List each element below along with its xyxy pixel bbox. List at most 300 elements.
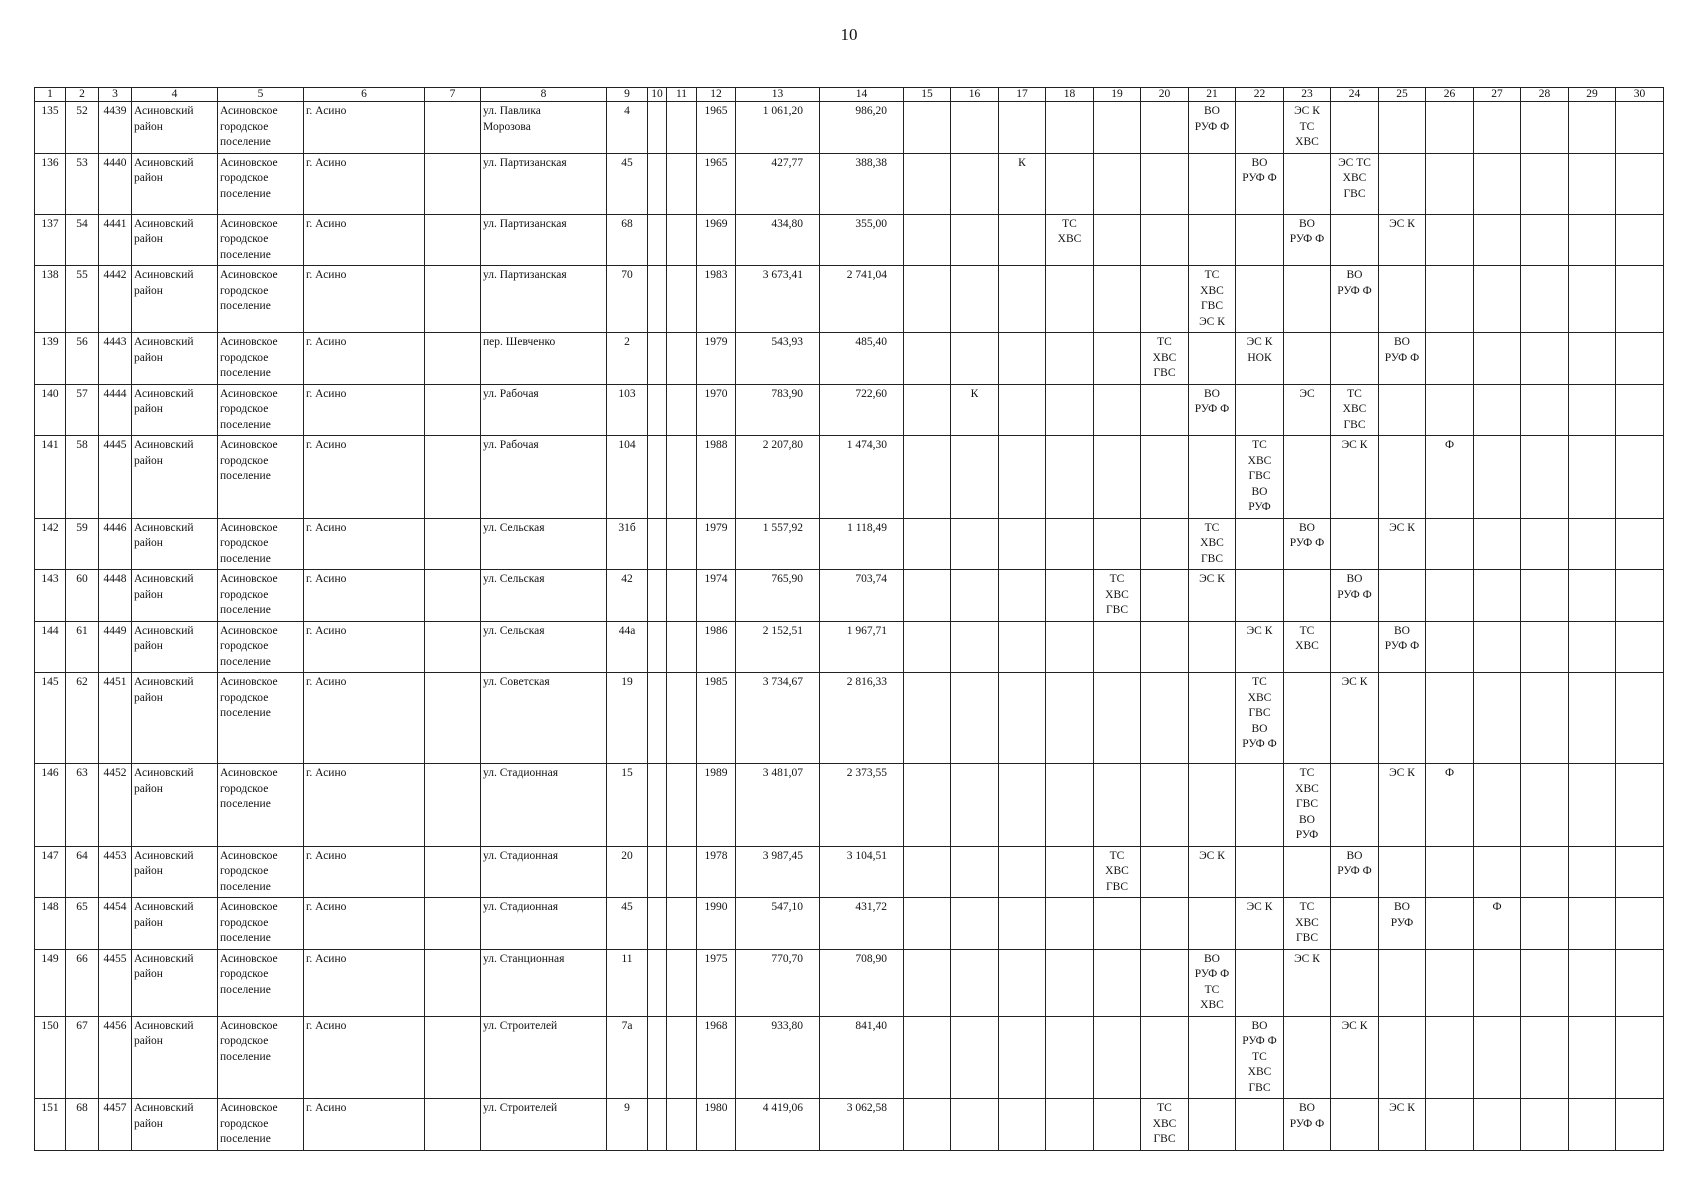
cell-text: ТС ХВС ГВС ВО РУФ Ф bbox=[1242, 676, 1277, 750]
table-cell-col-9 bbox=[607, 102, 648, 154]
table-cell-col-3 bbox=[99, 214, 132, 266]
cell-text: г. Асино bbox=[306, 1019, 347, 1032]
table-row bbox=[35, 673, 1664, 764]
table-cell-col-2 bbox=[66, 673, 99, 764]
cell-text: 52 bbox=[76, 105, 88, 117]
table-cell-col-25 bbox=[1379, 1099, 1426, 1151]
table-cell-col-18 bbox=[1046, 1016, 1094, 1099]
table-cell-col-28 bbox=[1521, 384, 1569, 436]
column-number-4: 4 bbox=[132, 88, 218, 102]
table-cell-col-6 bbox=[304, 1099, 425, 1151]
table-cell-col-17 bbox=[999, 570, 1046, 622]
column-number-18: 18 bbox=[1046, 88, 1094, 102]
table-cell-col-7 bbox=[425, 898, 481, 950]
table-cell-col-15 bbox=[904, 1016, 951, 1099]
table-cell-col-11 bbox=[667, 898, 697, 950]
table-cell-col-13 bbox=[736, 518, 820, 570]
table-cell-col-5 bbox=[218, 570, 304, 622]
table-cell-col-15 bbox=[904, 846, 951, 898]
table-cell-col-18 bbox=[1046, 898, 1094, 950]
table-cell-col-11 bbox=[667, 673, 697, 764]
table-cell-col-13 bbox=[736, 1099, 820, 1151]
table-cell-col-27 bbox=[1474, 621, 1521, 673]
table-cell-col-14 bbox=[820, 898, 904, 950]
table-cell-col-28 bbox=[1521, 153, 1569, 214]
cell-text: Асиновское городское поселение bbox=[220, 849, 278, 893]
table-cell-col-9 bbox=[607, 570, 648, 622]
cell-text: 2 373,55 bbox=[846, 767, 887, 779]
table-cell-col-8 bbox=[481, 102, 607, 154]
cell-text: 4452 bbox=[103, 767, 127, 779]
table-cell-col-8 bbox=[481, 949, 607, 1016]
table-cell-col-21 bbox=[1189, 621, 1236, 673]
table-cell-col-16 bbox=[951, 333, 999, 385]
table-cell-col-26 bbox=[1426, 570, 1474, 622]
cell-text: 4454 bbox=[103, 901, 127, 913]
table-cell-col-4 bbox=[132, 1099, 218, 1151]
cell-text: Асиновское городское поселение bbox=[220, 1019, 278, 1063]
table-cell-col-2 bbox=[66, 266, 99, 333]
table-cell-col-19 bbox=[1094, 898, 1141, 950]
table-cell-col-16 bbox=[951, 621, 999, 673]
cell-text: Асиновский район bbox=[134, 1019, 194, 1047]
cell-text: Асиновское городское поселение bbox=[220, 624, 278, 668]
table-cell-col-1 bbox=[35, 1099, 66, 1151]
table-cell-col-2 bbox=[66, 436, 99, 519]
table-cell-col-25 bbox=[1379, 153, 1426, 214]
cell-text: 68 bbox=[621, 217, 633, 230]
table-cell-col-13 bbox=[736, 436, 820, 519]
table-cell-col-8 bbox=[481, 436, 607, 519]
cell-text: г. Асино bbox=[306, 521, 347, 534]
table-cell-col-28 bbox=[1521, 949, 1569, 1016]
table-cell-col-10 bbox=[648, 570, 667, 622]
table-cell-col-30 bbox=[1616, 846, 1664, 898]
table-cell-col-5 bbox=[218, 764, 304, 847]
cell-text: ВО РУФ Ф bbox=[1384, 336, 1420, 364]
table-cell-col-17 bbox=[999, 153, 1046, 214]
table-cell-col-1 bbox=[35, 333, 66, 385]
table-cell-col-16 bbox=[951, 214, 999, 266]
cell-text: Асиновский район bbox=[134, 217, 194, 245]
cell-text: 2 207,80 bbox=[762, 439, 803, 451]
cell-text: ул. Строителей bbox=[483, 1019, 558, 1032]
table-cell-col-17 bbox=[999, 898, 1046, 950]
table-cell-col-18 bbox=[1046, 949, 1094, 1016]
cell-text: Ф bbox=[1444, 439, 1455, 451]
table-cell-col-23 bbox=[1284, 518, 1331, 570]
cell-text: 1969 bbox=[704, 217, 728, 230]
cell-text: г. Асино bbox=[306, 105, 347, 117]
table-cell-col-23 bbox=[1284, 764, 1331, 847]
table-cell-col-21 bbox=[1189, 898, 1236, 950]
table-cell-col-15 bbox=[904, 673, 951, 764]
table-cell-col-29 bbox=[1569, 333, 1616, 385]
table-cell-col-3 bbox=[99, 518, 132, 570]
table-cell-col-17 bbox=[999, 518, 1046, 570]
table-cell-col-25 bbox=[1379, 1016, 1426, 1099]
table-cell-col-29 bbox=[1569, 764, 1616, 847]
table-cell-col-30 bbox=[1616, 102, 1664, 154]
cell-text: Асиновский район bbox=[134, 105, 194, 133]
cell-text: ЭС К НОК bbox=[1246, 336, 1273, 364]
table-cell-col-12 bbox=[697, 846, 736, 898]
table-cell-col-16 bbox=[951, 764, 999, 847]
cell-text: 1 557,92 bbox=[762, 521, 803, 534]
table-cell-col-18 bbox=[1046, 764, 1094, 847]
table-cell-col-1 bbox=[35, 518, 66, 570]
table-cell-col-16 bbox=[951, 1016, 999, 1099]
table-cell-col-29 bbox=[1569, 518, 1616, 570]
table-cell-col-16 bbox=[951, 102, 999, 154]
table-cell-col-15 bbox=[904, 621, 951, 673]
cell-text: ВО РУФ Ф bbox=[1289, 1102, 1325, 1130]
table-cell-col-25 bbox=[1379, 266, 1426, 333]
table-cell-col-27 bbox=[1474, 846, 1521, 898]
table-cell-col-22 bbox=[1236, 949, 1284, 1016]
table-cell-col-15 bbox=[904, 102, 951, 154]
table-cell-col-20 bbox=[1141, 333, 1189, 385]
cell-text: Асиновское городское поселение bbox=[220, 105, 278, 148]
table-cell-col-23 bbox=[1284, 673, 1331, 764]
table-cell-col-6 bbox=[304, 333, 425, 385]
table-cell-col-5 bbox=[218, 102, 304, 154]
cell-text: 3 673,41 bbox=[762, 269, 803, 281]
table-cell-col-7 bbox=[425, 333, 481, 385]
table-cell-col-14 bbox=[820, 436, 904, 519]
column-number-14: 14 bbox=[820, 88, 904, 102]
cell-text: Асиновский район bbox=[134, 901, 194, 929]
table-cell-col-2 bbox=[66, 949, 99, 1016]
table-cell-col-19 bbox=[1094, 384, 1141, 436]
table-cell-col-30 bbox=[1616, 898, 1664, 950]
table-cell-col-24 bbox=[1331, 214, 1379, 266]
table-cell-col-25 bbox=[1379, 846, 1426, 898]
table-cell-col-11 bbox=[667, 384, 697, 436]
table-cell-col-19 bbox=[1094, 518, 1141, 570]
table-cell-col-28 bbox=[1521, 673, 1569, 764]
table-cell-col-2 bbox=[66, 898, 99, 950]
cell-text: 31б bbox=[618, 521, 636, 534]
cell-text: ВО РУФ Ф bbox=[1384, 624, 1420, 652]
cell-text: 59 bbox=[76, 521, 88, 534]
table-cell-col-28 bbox=[1521, 621, 1569, 673]
table-cell-col-12 bbox=[697, 898, 736, 950]
cell-text: К bbox=[970, 387, 979, 400]
table-cell-col-18 bbox=[1046, 621, 1094, 673]
cell-text: Асиновское городское поселение bbox=[220, 387, 278, 431]
table-cell-col-8 bbox=[481, 673, 607, 764]
table-cell-col-4 bbox=[132, 153, 218, 214]
table-cell-col-7 bbox=[425, 214, 481, 266]
table-cell-col-10 bbox=[648, 764, 667, 847]
cell-text: 61 bbox=[76, 624, 88, 637]
table-cell-col-3 bbox=[99, 949, 132, 1016]
table-cell-col-7 bbox=[425, 764, 481, 847]
table-cell-col-13 bbox=[736, 949, 820, 1016]
table-cell-col-4 bbox=[132, 846, 218, 898]
table-cell-col-10 bbox=[648, 673, 667, 764]
table-cell-col-13 bbox=[736, 384, 820, 436]
table-cell-col-24 bbox=[1331, 949, 1379, 1016]
cell-text: г. Асино bbox=[306, 217, 347, 230]
cell-text: 56 bbox=[76, 336, 88, 348]
cell-text: 7а bbox=[621, 1019, 633, 1032]
cell-text: ул. Стадионная bbox=[483, 849, 558, 862]
table-cell-col-5 bbox=[218, 846, 304, 898]
column-number-2: 2 bbox=[66, 88, 99, 102]
cell-text: ЭС К bbox=[1341, 676, 1368, 688]
table-cell-col-14 bbox=[820, 518, 904, 570]
table-row bbox=[35, 570, 1664, 622]
table-cell-col-27 bbox=[1474, 1099, 1521, 1151]
table-cell-col-20 bbox=[1141, 384, 1189, 436]
table-row bbox=[35, 1099, 1664, 1151]
cell-text: 1 967,71 bbox=[846, 624, 887, 637]
table-cell-col-26 bbox=[1426, 949, 1474, 1016]
table-cell-col-24 bbox=[1331, 570, 1379, 622]
table-cell-col-27 bbox=[1474, 266, 1521, 333]
table-cell-col-2 bbox=[66, 518, 99, 570]
cell-text: 4440 bbox=[103, 156, 127, 169]
table-cell-col-3 bbox=[99, 898, 132, 950]
table-cell-col-21 bbox=[1189, 949, 1236, 1016]
cell-text: 1979 bbox=[704, 336, 728, 348]
cell-text: 783,90 bbox=[771, 387, 803, 400]
table-cell-col-27 bbox=[1474, 153, 1521, 214]
table-cell-col-11 bbox=[667, 846, 697, 898]
cell-text: 1965 bbox=[704, 156, 728, 169]
table-cell-col-15 bbox=[904, 384, 951, 436]
table-cell-col-1 bbox=[35, 764, 66, 847]
cell-text: 1 118,49 bbox=[847, 521, 887, 534]
table-cell-col-24 bbox=[1331, 673, 1379, 764]
table-cell-col-5 bbox=[218, 898, 304, 950]
table-cell-col-26 bbox=[1426, 1016, 1474, 1099]
table-cell-col-27 bbox=[1474, 1016, 1521, 1099]
cell-text: 149 bbox=[41, 952, 59, 965]
cell-text: 2 bbox=[624, 336, 630, 348]
table-cell-col-11 bbox=[667, 518, 697, 570]
cell-text: 45 bbox=[621, 156, 633, 169]
table-cell-col-15 bbox=[904, 214, 951, 266]
table-cell-col-26 bbox=[1426, 214, 1474, 266]
cell-text: ул. Станционная bbox=[483, 952, 565, 965]
table-cell-col-21 bbox=[1189, 384, 1236, 436]
table-cell-col-24 bbox=[1331, 153, 1379, 214]
table-cell-col-17 bbox=[999, 764, 1046, 847]
table-cell-col-27 bbox=[1474, 384, 1521, 436]
cell-text: ул. Сельская bbox=[483, 624, 545, 637]
table-cell-col-17 bbox=[999, 621, 1046, 673]
table-cell-col-23 bbox=[1284, 898, 1331, 950]
table-cell-col-9 bbox=[607, 673, 648, 764]
cell-text: 986,20 bbox=[855, 105, 887, 117]
cell-text: ЭС К bbox=[1294, 952, 1320, 965]
table-cell-col-27 bbox=[1474, 436, 1521, 519]
table-cell-col-26 bbox=[1426, 1099, 1474, 1151]
table-cell-col-5 bbox=[218, 621, 304, 673]
cell-text: Асиновское городское поселение bbox=[220, 521, 278, 565]
table-cell-col-11 bbox=[667, 764, 697, 847]
table-cell-col-20 bbox=[1141, 846, 1189, 898]
column-number-28: 28 bbox=[1521, 88, 1569, 102]
cell-text: г. Асино bbox=[306, 336, 347, 348]
table-cell-col-21 bbox=[1189, 846, 1236, 898]
table-cell-col-25 bbox=[1379, 436, 1426, 519]
table-cell-col-12 bbox=[697, 153, 736, 214]
table-cell-col-8 bbox=[481, 570, 607, 622]
table-cell-col-11 bbox=[667, 266, 697, 333]
table-cell-col-12 bbox=[697, 570, 736, 622]
cell-text: 3 734,67 bbox=[762, 676, 803, 688]
table-cell-col-7 bbox=[425, 518, 481, 570]
table-cell-col-30 bbox=[1616, 153, 1664, 214]
table-cell-col-8 bbox=[481, 621, 607, 673]
cell-text: Асиновское городское поселение bbox=[220, 439, 278, 482]
table-cell-col-5 bbox=[218, 436, 304, 519]
cell-text: Асиновский район bbox=[134, 269, 194, 297]
cell-text: ВО РУФ Ф bbox=[1337, 269, 1372, 297]
cell-text: 1979 bbox=[704, 521, 728, 534]
table-cell-col-14 bbox=[820, 266, 904, 333]
table-cell-col-14 bbox=[820, 1099, 904, 1151]
table-cell-col-3 bbox=[99, 333, 132, 385]
table-cell-col-30 bbox=[1616, 214, 1664, 266]
table-cell-col-9 bbox=[607, 949, 648, 1016]
table-cell-col-4 bbox=[132, 570, 218, 622]
cell-text: 2 152,51 bbox=[762, 624, 803, 637]
table-cell-col-29 bbox=[1569, 214, 1616, 266]
cell-text: ТС ХВС ГВС bbox=[1105, 849, 1129, 893]
table-cell-col-20 bbox=[1141, 436, 1189, 519]
table-cell-col-21 bbox=[1189, 673, 1236, 764]
column-number-1: 1 bbox=[35, 88, 66, 102]
table-cell-col-22 bbox=[1236, 846, 1284, 898]
table-cell-col-26 bbox=[1426, 153, 1474, 214]
table-cell-col-13 bbox=[736, 570, 820, 622]
table-cell-col-13 bbox=[736, 333, 820, 385]
table-cell-col-23 bbox=[1284, 570, 1331, 622]
cell-text: 103 bbox=[618, 387, 636, 400]
cell-text: ТС ХВС ГВС bbox=[1105, 573, 1129, 616]
table-cell-col-3 bbox=[99, 384, 132, 436]
cell-text: 42 bbox=[621, 573, 633, 585]
table-cell-col-5 bbox=[218, 518, 304, 570]
table-cell-col-6 bbox=[304, 384, 425, 436]
table-cell-col-18 bbox=[1046, 333, 1094, 385]
table-cell-col-9 bbox=[607, 898, 648, 950]
table-cell-col-19 bbox=[1094, 621, 1141, 673]
cell-text: 67 bbox=[76, 1019, 88, 1032]
cell-text: 147 bbox=[41, 849, 59, 862]
cell-text: пер. Шевченко bbox=[483, 336, 556, 348]
cell-text: 355,00 bbox=[855, 217, 887, 230]
table-cell-col-6 bbox=[304, 436, 425, 519]
table-row bbox=[35, 102, 1664, 154]
table-cell-col-25 bbox=[1379, 214, 1426, 266]
cell-text: 1 474,30 bbox=[846, 439, 887, 451]
cell-text: 1 061,20 bbox=[762, 105, 803, 117]
cell-text: 765,90 bbox=[771, 573, 803, 585]
cell-text: Асиновское городское поселение bbox=[220, 952, 278, 996]
table-cell-col-22 bbox=[1236, 153, 1284, 214]
table-cell-col-27 bbox=[1474, 102, 1521, 154]
table-cell-col-29 bbox=[1569, 846, 1616, 898]
cell-text: 4449 bbox=[103, 624, 127, 637]
table-cell-col-7 bbox=[425, 266, 481, 333]
table-cell-col-24 bbox=[1331, 764, 1379, 847]
cell-text: 841,40 bbox=[855, 1019, 887, 1032]
table-cell-col-3 bbox=[99, 570, 132, 622]
cell-text: 3 987,45 bbox=[762, 849, 803, 862]
table-cell-col-4 bbox=[132, 214, 218, 266]
table-cell-col-29 bbox=[1569, 570, 1616, 622]
table-cell-col-3 bbox=[99, 1099, 132, 1151]
cell-text: Асиновский район bbox=[134, 521, 194, 549]
cell-text: 104 bbox=[618, 439, 636, 451]
cell-text: 143 bbox=[41, 573, 59, 585]
table-cell-col-30 bbox=[1616, 384, 1664, 436]
column-number-23: 23 bbox=[1284, 88, 1331, 102]
table-cell-col-4 bbox=[132, 673, 218, 764]
table-cell-col-22 bbox=[1236, 1099, 1284, 1151]
cell-text: ТС ХВС bbox=[1057, 217, 1082, 245]
table-cell-col-7 bbox=[425, 102, 481, 154]
table-cell-col-24 bbox=[1331, 1016, 1379, 1099]
cell-text: г. Асино bbox=[306, 676, 347, 688]
table-cell-col-4 bbox=[132, 621, 218, 673]
cell-text: Асиновское городское поселение bbox=[220, 573, 278, 616]
table-cell-col-13 bbox=[736, 621, 820, 673]
table-cell-col-28 bbox=[1521, 1016, 1569, 1099]
cell-text: ЭС bbox=[1299, 387, 1315, 400]
cell-text: 70 bbox=[621, 269, 633, 281]
table-cell-col-19 bbox=[1094, 673, 1141, 764]
table-cell-col-1 bbox=[35, 436, 66, 519]
table-cell-col-8 bbox=[481, 214, 607, 266]
table-cell-col-23 bbox=[1284, 1099, 1331, 1151]
table-cell-col-26 bbox=[1426, 333, 1474, 385]
table-cell-col-6 bbox=[304, 898, 425, 950]
table-cell-col-28 bbox=[1521, 518, 1569, 570]
cell-text: 547,10 bbox=[771, 901, 803, 913]
table-cell-col-27 bbox=[1474, 898, 1521, 950]
cell-text: ЭС К bbox=[1246, 624, 1273, 637]
cell-text: 4442 bbox=[103, 269, 127, 281]
table-cell-col-20 bbox=[1141, 1016, 1189, 1099]
table-cell-col-4 bbox=[132, 1016, 218, 1099]
table-cell-col-19 bbox=[1094, 102, 1141, 154]
table-cell-col-19 bbox=[1094, 846, 1141, 898]
table-cell-col-17 bbox=[999, 384, 1046, 436]
table-cell-col-15 bbox=[904, 518, 951, 570]
table-cell-col-27 bbox=[1474, 949, 1521, 1016]
cell-text: Асиновский район bbox=[134, 952, 194, 980]
table-cell-col-30 bbox=[1616, 570, 1664, 622]
cell-text: ул. Партизанская bbox=[483, 156, 567, 169]
cell-text: ул. Партизанская bbox=[483, 217, 567, 230]
table-cell-col-30 bbox=[1616, 1099, 1664, 1151]
table-cell-col-16 bbox=[951, 1099, 999, 1151]
cell-text: Асиновское городское поселение bbox=[220, 217, 278, 261]
table-cell-col-14 bbox=[820, 846, 904, 898]
cell-text: 4457 bbox=[103, 1102, 127, 1114]
cell-text: 4444 bbox=[103, 387, 127, 400]
table-cell-col-27 bbox=[1474, 570, 1521, 622]
column-number-12: 12 bbox=[697, 88, 736, 102]
column-number-30: 30 bbox=[1616, 88, 1664, 102]
